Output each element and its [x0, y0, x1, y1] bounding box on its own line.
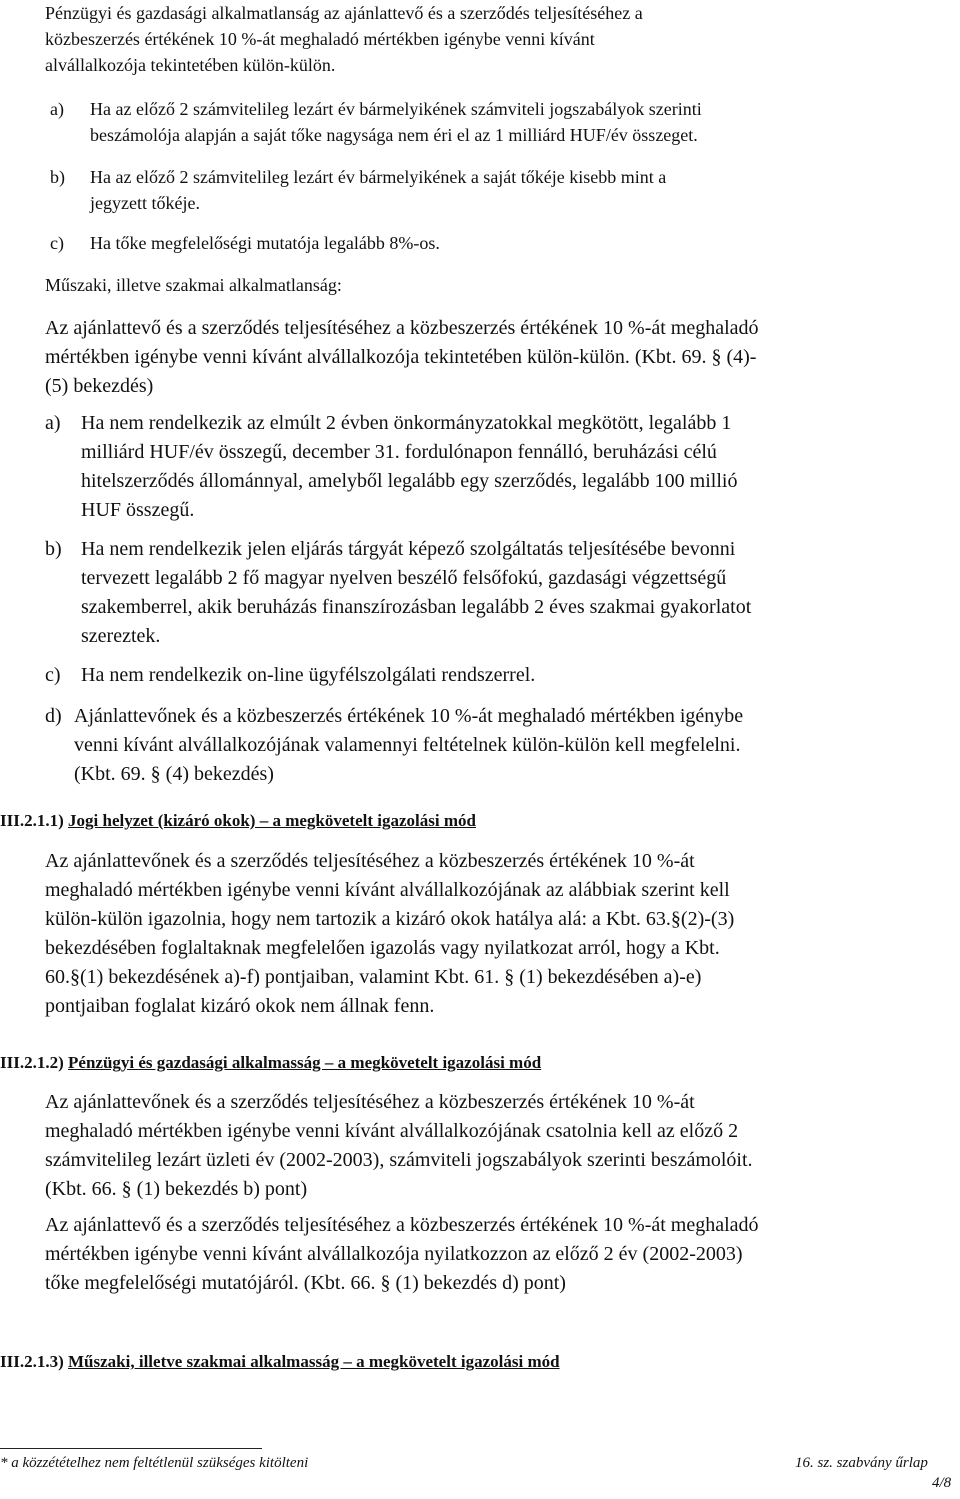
- fin-list-item-b: [50, 164, 666, 216]
- section-title: Műszaki, illetve szakmai alkalmasság – a megkövetelt igazolási mód: [68, 1352, 560, 1371]
- list-label: b): [50, 167, 65, 187]
- financial-paragraph-1: [45, 1088, 753, 1204]
- list-label: a): [45, 412, 61, 434]
- technical-paragraph: [45, 314, 759, 401]
- text-line: bekezdésében foglaltaknak megfelelően igazolás vagy nyilatkozat arról, hogy a Kbt.: [45, 937, 720, 959]
- section-heading-technical: [0, 1351, 560, 1373]
- footer-form-label: 16. sz. szabvány űrlap: [795, 1455, 928, 1471]
- text-line: tervezett legalább 2 fő magyar nyelven beszélő felsőfokú, gazdasági végzettségű: [81, 567, 727, 589]
- page-number: 4/8: [932, 1475, 952, 1491]
- tech-list-item-a: [45, 409, 737, 525]
- text-line: külön-külön igazolnia, hogy nem tartozik a kizáró okok hatálya alá: a Kbt. 63.§(2)-(3): [45, 908, 735, 930]
- intro-paragraph: [45, 0, 643, 78]
- text-line: Ha tőke megfelelőségi mutatója legalább 8%-os.: [90, 233, 440, 253]
- fin-list-item-a: [50, 96, 702, 148]
- text-line: Ha nem rendelkezik az elmúlt 2 évben önkormányzatokkal megkötött, legalább 1: [81, 412, 732, 434]
- text-line: venni kívánt alvállalkozójának valamennyi feltételnek külön-külön kell megfelelni.: [74, 734, 741, 756]
- footer-note: * a közzétételhez nem feltétlenül szükséges kitölteni: [0, 1455, 309, 1471]
- text-line: Az ajánlattevőnek és a szerződés teljesítéséhez a közbeszerzés értékének 10 %-át: [45, 850, 695, 872]
- text-line: szakemberrel, akik beruházás finanszírozásban legalább 2 éves szakmai gyakorlatot: [81, 596, 752, 618]
- text-line: Az ajánlattevőnek és a szerződés teljesítéséhez a közbeszerzés értékének 10 %-át: [45, 1091, 695, 1113]
- text-line: számvitelileg lezárt üzleti év (2002-2003), számviteli jogszabályok szerinti beszámolóit.: [45, 1149, 753, 1171]
- text-line: mértékben igénybe venni kívánt alvállalkozója nyilatkozzon az előző 2 év (2002-2003): [45, 1243, 743, 1265]
- list-label: b): [45, 538, 62, 560]
- text-line: közbeszerzés értékének 10 %-át meghaladó mértékben igénybe venni kívánt: [45, 29, 595, 49]
- list-label: c): [45, 664, 61, 686]
- fin-list-item-c: [50, 230, 440, 256]
- section-number: III.2.1.1): [0, 811, 64, 830]
- list-label: d): [45, 705, 62, 727]
- tech-list-item-c: [45, 661, 535, 690]
- section-title: Pénzügyi és gazdasági alkalmasság – a megkövetelt igazolási mód: [68, 1053, 542, 1072]
- text-line: meghaladó mértékben igénybe venni kívánt alvállalkozójának csatolnia kell az előző 2: [45, 1120, 739, 1142]
- legal-paragraph: [45, 847, 734, 1021]
- text-line: beszámolója alapján a saját tőke nagysága nem éri el az 1 milliárd HUF/év összeget.: [90, 125, 698, 145]
- text-line: Ha nem rendelkezik jelen eljárás tárgyát képező szolgáltatás teljesítésébe bevonni: [81, 538, 736, 560]
- text-line: Ha az előző 2 számvitelileg lezárt év bármelyikének a saját tőkéje kisebb mint a: [90, 167, 667, 187]
- text-line: tőke megfelelőségi mutatójáról. (Kbt. 66. § (1) bekezdés d) pont): [45, 1272, 566, 1294]
- text-line: szereztek.: [81, 625, 161, 647]
- financial-paragraph-2: [45, 1211, 759, 1298]
- text-line: Ha az előző 2 számvitelileg lezárt év bármelyikének számviteli jogszabályok szerinti: [90, 99, 702, 119]
- section-heading-financial: [0, 1052, 541, 1074]
- text-line: (5) bekezdés): [45, 375, 154, 397]
- text-line: HUF összegű.: [81, 499, 195, 521]
- tech-list-item-b: [45, 535, 751, 651]
- text-line: Ajánlattevőnek és a közbeszerzés értékének 10 %-át meghaladó mértékben igénybe: [74, 705, 744, 727]
- tech-list-item-d: [45, 702, 743, 789]
- text-line: Az ajánlattevő és a szerződés teljesítéséhez a közbeszerzés értékének 10 %-át meghaladó: [45, 1214, 759, 1236]
- section-heading-legal: [0, 810, 476, 832]
- section-number: III.2.1.3): [0, 1352, 64, 1371]
- section-number: III.2.1.2): [0, 1053, 64, 1072]
- text-line: jegyzett tőkéje.: [90, 193, 200, 213]
- list-label: a): [50, 99, 64, 119]
- text-line: milliárd HUF/év összegű, december 31. fordulónapon fennálló, beruházási célú: [81, 441, 717, 463]
- text-line: hitelszerződés állománnyal, amelyből legalább egy szerződés, legalább 100 millió: [81, 470, 738, 492]
- text-line: 60.§(1) bekezdésének a)-f) pontjaiban, valamint Kbt. 61. § (1) bekezdésében a)-e): [45, 966, 702, 988]
- text-line: mértékben igénybe venni kívánt alvállalkozója tekintetében külön-külön. (Kbt. 69. § (4)-: [45, 346, 757, 368]
- text-line: Pénzügyi és gazdasági alkalmatlanság az ajánlattevő és a szerződés teljesítéséhez a: [45, 3, 643, 23]
- text-line: Az ajánlattevő és a szerződés teljesítéséhez a közbeszerzés értékének 10 %-át meghaladó: [45, 317, 759, 339]
- technical-title: Műszaki, illetve szakmai alkalmatlanság:: [45, 275, 342, 295]
- text-line: pontjaiban foglalat kizáró okok nem állnak fenn.: [45, 995, 435, 1017]
- footer-divider: [0, 1448, 262, 1449]
- text-line: alvállalkozója tekintetében külön-külön.: [45, 55, 336, 75]
- text-line: (Kbt. 69. § (4) bekezdés): [74, 763, 274, 785]
- text-line: (Kbt. 66. § (1) bekezdés b) pont): [45, 1178, 308, 1200]
- text-line: Ha nem rendelkezik on-line ügyfélszolgálati rendszerrel.: [81, 664, 536, 686]
- list-label: c): [50, 233, 64, 253]
- section-title: Jogi helyzet (kizáró okok) – a megkövetelt igazolási mód: [68, 811, 476, 830]
- text-line: meghaladó mértékben igénybe venni kívánt alvállalkozójának az alábbiak szerint kell: [45, 879, 730, 901]
